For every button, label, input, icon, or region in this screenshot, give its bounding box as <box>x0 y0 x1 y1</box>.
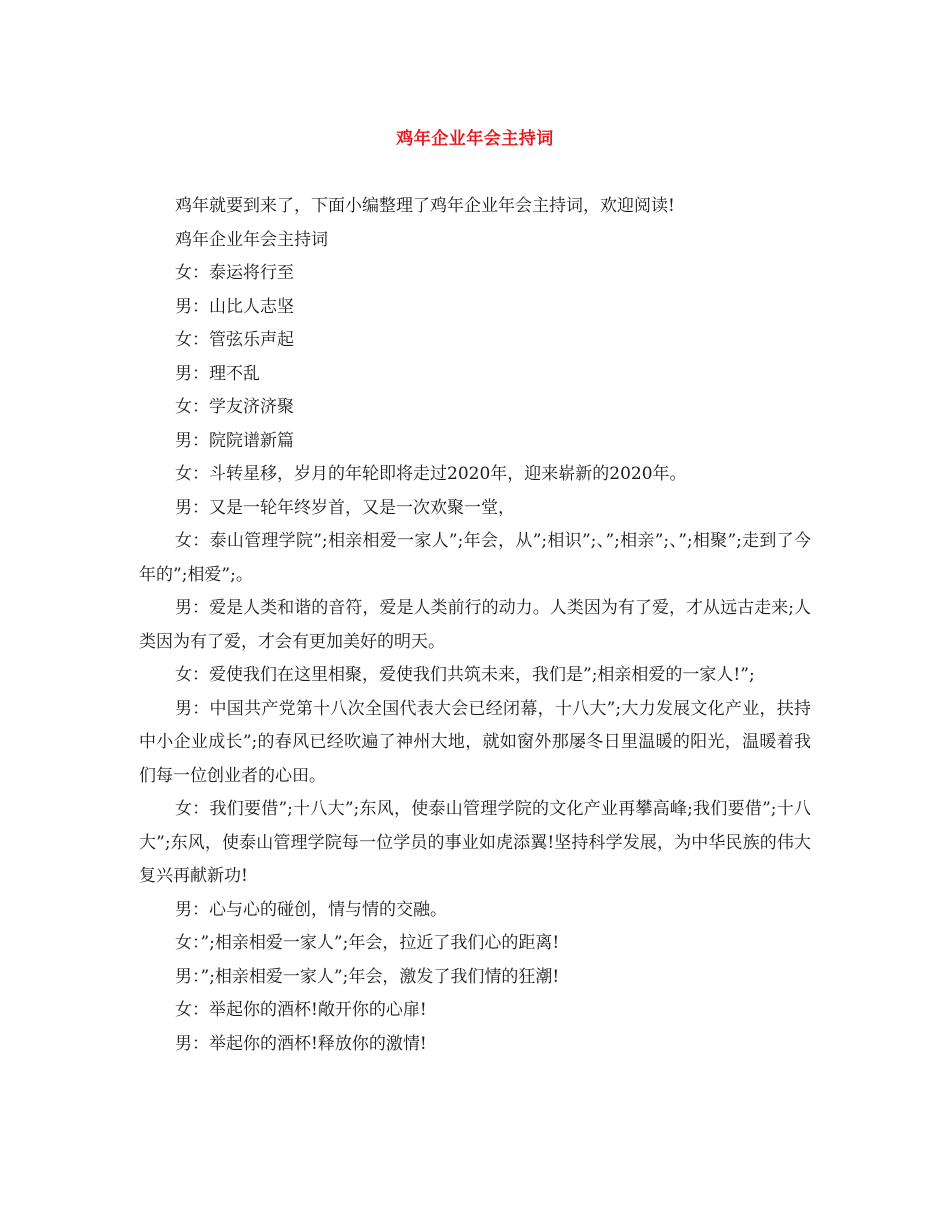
paragraph: 女：管弦乐声起 <box>175 330 294 350</box>
paragraph: 女：举起你的酒杯!敞开你的心扉! <box>175 1000 427 1020</box>
paragraph: 女：斗转星移，岁月的年轮即将走过2020年，迎来崭新的2020年。 <box>175 464 687 484</box>
paragraph: 男：”;相亲相爱一家人”;年会，激发了我们情的狂潮! <box>175 966 560 987</box>
paragraph: 男：中国共产党第十八次全国代表大会已经闭幕，十八大”;大力发展文化产业，扶持中小企业成长”;的春风已经吹遍了神州大地，就如窗外那屡冬日里温暖的阳光，温暖着我们每一位创业者的心田。 <box>139 698 811 786</box>
paragraph: 男：山比人志坚 <box>175 296 294 317</box>
document-title: 鸡年企业年会主持词 <box>396 129 554 149</box>
paragraph: 女：爱使我们在这里相聚，爱使我们共筑未来，我们是”;相亲相爱的一家人!”; <box>175 665 755 685</box>
document-body <box>139 190 811 1061</box>
paragraph: 男：院院谱新篇 <box>175 430 294 451</box>
paragraph: 女：我们要借”;十八大”;东风，使泰山管理学院的文化产业再攀高峰;我们要借”;十八大”;东风，使泰山管理学院每一位学员的事业如虎添翼!坚持科学发展，为中华民族的伟大复兴再献新功! <box>139 799 811 886</box>
paragraph: 男：爱是人类和谐的音符，爱是人类前行的动力。人类因为有了爱，才从远古走来;人类因为有了爱，才会有更加美好的明天。 <box>139 598 811 652</box>
paragraph: 鸡年企业年会主持词 <box>175 229 328 250</box>
paragraph: 男：心与心的碰创，情与情的交融。 <box>175 899 447 920</box>
paragraph: 男：举起你的酒杯!释放你的激情! <box>175 1033 427 1054</box>
paragraph: 女：学友济济聚 <box>175 397 294 417</box>
paragraph: 男：理不乱 <box>175 363 260 384</box>
paragraph: 鸡年就要到来了，下面小编整理了鸡年企业年会主持词，欢迎阅读! <box>175 196 675 216</box>
paragraph: 女：泰运将行至 <box>175 263 294 283</box>
paragraph: 男：又是一轮年终岁首，又是一次欢聚一堂， <box>175 497 515 518</box>
paragraph: 女：泰山管理学院”;相亲相爱一家人”;年会，从”;相识”;、”;相亲”;、”;相聚”;走到了今年的”;相爱”;。 <box>139 531 811 585</box>
paragraph: 女：”;相亲相爱一家人”;年会，拉近了我们心的距离! <box>175 933 560 953</box>
